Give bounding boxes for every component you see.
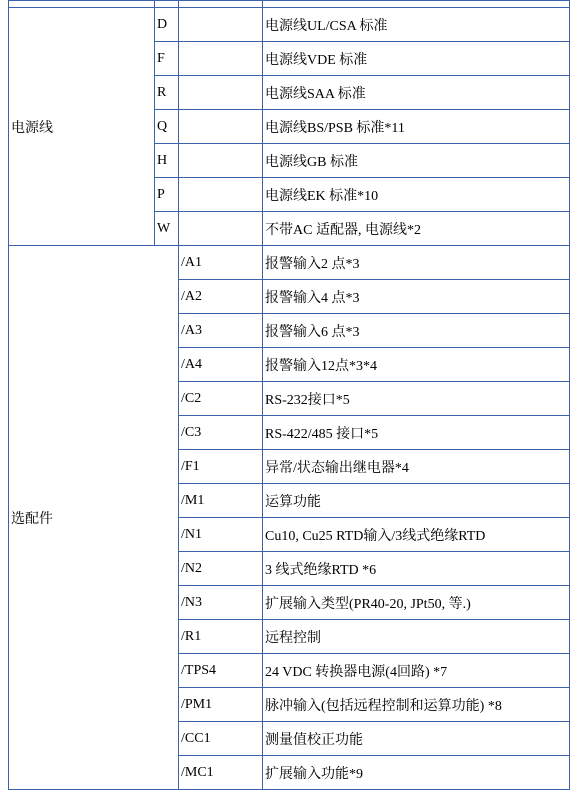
option-description: 报警输入6 点*3 <box>263 314 570 348</box>
power-cord-description: 电源线BS/PSB 标准*11 <box>263 110 570 144</box>
option-description: 报警输入2 点*3 <box>263 246 570 280</box>
option-description: Cu10, Cu25 RTD输入/3线式绝缘RTD <box>263 518 570 552</box>
power-cord-code: Q <box>155 110 179 144</box>
option-code: /C3 <box>179 416 263 450</box>
option-code: /CC1 <box>179 722 263 756</box>
option-description: 扩展输入类型(PR40-20, JPt50, 等.) <box>263 586 570 620</box>
option-code: /N3 <box>179 586 263 620</box>
power-cord-row <box>9 8 570 42</box>
option-code: /N1 <box>179 518 263 552</box>
empty-cell <box>179 8 263 42</box>
option-description: RS-422/485 接口*5 <box>263 416 570 450</box>
option-description: 3 线式绝缘RTD *6 <box>263 552 570 586</box>
option-description: RS-232接口*5 <box>263 382 570 416</box>
power-cord-code: D <box>155 8 179 42</box>
option-description: 远程控制 <box>263 620 570 654</box>
empty-cell <box>179 178 263 212</box>
option-description: 24 VDC 转换器电源(4回路) *7 <box>263 654 570 688</box>
spec-table-body <box>9 1 570 790</box>
power-cord-group-label: 电源线 <box>9 8 155 246</box>
option-code: /R1 <box>179 620 263 654</box>
option-code: /A3 <box>179 314 263 348</box>
stub-cell <box>263 1 570 8</box>
empty-cell <box>179 144 263 178</box>
stub-cell <box>9 1 155 8</box>
spec-table <box>8 0 570 790</box>
power-cord-code: P <box>155 178 179 212</box>
option-code: /A2 <box>179 280 263 314</box>
power-cord-description: 电源线SAA 标准 <box>263 76 570 110</box>
stub-cell <box>179 1 263 8</box>
empty-cell <box>179 76 263 110</box>
power-cord-description: 不带AC 适配器, 电源线*2 <box>263 212 570 246</box>
options-group-label: 选配件 <box>9 246 179 790</box>
option-description: 报警输入4 点*3 <box>263 280 570 314</box>
option-description: 脉冲输入(包括远程控制和运算功能) *8 <box>263 688 570 722</box>
option-description: 扩展输入功能*9 <box>263 756 570 790</box>
empty-cell <box>179 110 263 144</box>
power-cord-code: W <box>155 212 179 246</box>
option-code: /A4 <box>179 348 263 382</box>
power-cord-description: 电源线EK 标准*10 <box>263 178 570 212</box>
option-row <box>9 246 570 280</box>
option-code: /M1 <box>179 484 263 518</box>
option-code: /PM1 <box>179 688 263 722</box>
option-code: /MC1 <box>179 756 263 790</box>
power-cord-description: 电源线UL/CSA 标准 <box>263 8 570 42</box>
option-description: 异常/状态输出继电器*4 <box>263 450 570 484</box>
power-cord-description: 电源线VDE 标准 <box>263 42 570 76</box>
option-description: 运算功能 <box>263 484 570 518</box>
power-cord-description: 电源线GB 标准 <box>263 144 570 178</box>
option-description: 测量值校正功能 <box>263 722 570 756</box>
empty-cell <box>179 42 263 76</box>
option-code: /TPS4 <box>179 654 263 688</box>
empty-cell <box>179 212 263 246</box>
option-description: 报警输入12点*3*4 <box>263 348 570 382</box>
option-code: /A1 <box>179 246 263 280</box>
power-cord-code: R <box>155 76 179 110</box>
option-code: /F1 <box>179 450 263 484</box>
stub-cell <box>155 1 179 8</box>
table-top-stub-row <box>9 1 570 8</box>
option-code: /N2 <box>179 552 263 586</box>
power-cord-code: H <box>155 144 179 178</box>
power-cord-code: F <box>155 42 179 76</box>
option-code: /C2 <box>179 382 263 416</box>
